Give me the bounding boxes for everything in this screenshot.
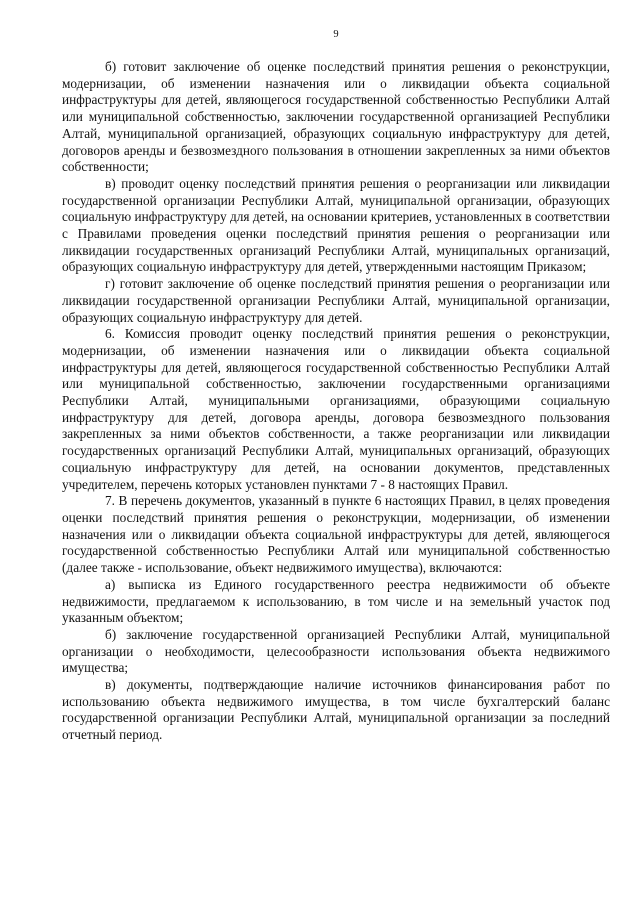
document-page	[62, 28, 610, 744]
page-number: 9	[333, 29, 339, 40]
paragraph-a-registry-extract: а) выписка из Единого государственного реестра недвижимости об объекте недвижимости, предлагаемом к использованию, в том числе и на земельный участок под указанным объектом;	[62, 576, 610, 626]
paragraph-6-commission: 6. Комиссия проводит оценку последствий принятия решения о реконструкции, модернизации, об изменении назначения или о ликвидации объекта социальной инфраструктуры для детей, являющегося государственной собственностью Республики Алтай или муниципальной собственностью, заключении государственными организациями Республики Алтай, муниципальными организациями, образующими социальную инфраструктуру для детей, договора аренды, договора безвозмездного пользования закрепленных за ними объектов собственности, а также реорганизации или ликвидации государственных организаций Республики Алтай, муниципальных организаций, образующих социальную инфраструктуру для детей, на основании документов, представленных учредителем, перечень которых установлен пунктами 7 - 8 настоящих Правил.	[62, 326, 610, 492]
paragraph-b-conclusion-reconstruction: б) готовит заключение об оценке последствий принятия решения о реконструкции, модернизации, об изменении назначения или о ликвидации объекта социальной инфраструктуры для детей, являющегося государственной собственностью Республики Алтай или муниципальной собственностью, заключении государственной организацией Республики Алтай, муниципальной организацией, образующих социальную инфраструктуру для детей, договоров аренды и безвозмездного пользования в отношении закрепленных за ними объектов собственности;	[62, 59, 610, 175]
paragraph-v-assessment-reorganization: в) проводит оценку последствий принятия решения о реорганизации или ликвидации государственной организации Республики Алтай, муниципальной организации, образующих социальную инфраструктуру для детей, на основании критериев, установленных в соответствии с Правилами проведения оценки последствий принятия решения о реорганизации или ликвидации государственных организаций Республики Алтай, муниципальных организаций, образующих социальную инфраструктуру для детей, утвержденными настоящим Приказом;	[62, 175, 610, 275]
paragraph-g-conclusion-reorganization: г) готовит заключение об оценке последствий принятия решения о реорганизации или ликвидации государственной организации Республики Алтай, муниципальной организации, образующих социальную инфраструктуру для детей.	[62, 276, 610, 325]
paragraph-7-document-list: 7. В перечень документов, указанный в пункте 6 настоящих Правил, в целях проведения оценки последствий принятия решения о реконструкции, модернизации, об изменении назначения или о ликвидации объекта социальной инфраструктуры для детей, являющегося государственной собственностью Республики Алтай или муниципальной собственностью (далее также - использование, объект недвижимого имущества), включаются:	[62, 493, 610, 576]
paragraph-v-funding-documents: в) документы, подтверждающие наличие источников финансирования работ по использованию объекта недвижимого имущества, в том числе бухгалтерский баланс государственной организации Республики Алтай, муниципальной организации за последний отчетный период.	[62, 677, 610, 743]
paragraph-b-organization-conclusion: б) заключение государственной организацией Республики Алтай, муниципальной организации о необходимости, целесообразности использования объекта недвижимого имущества;	[62, 626, 610, 676]
